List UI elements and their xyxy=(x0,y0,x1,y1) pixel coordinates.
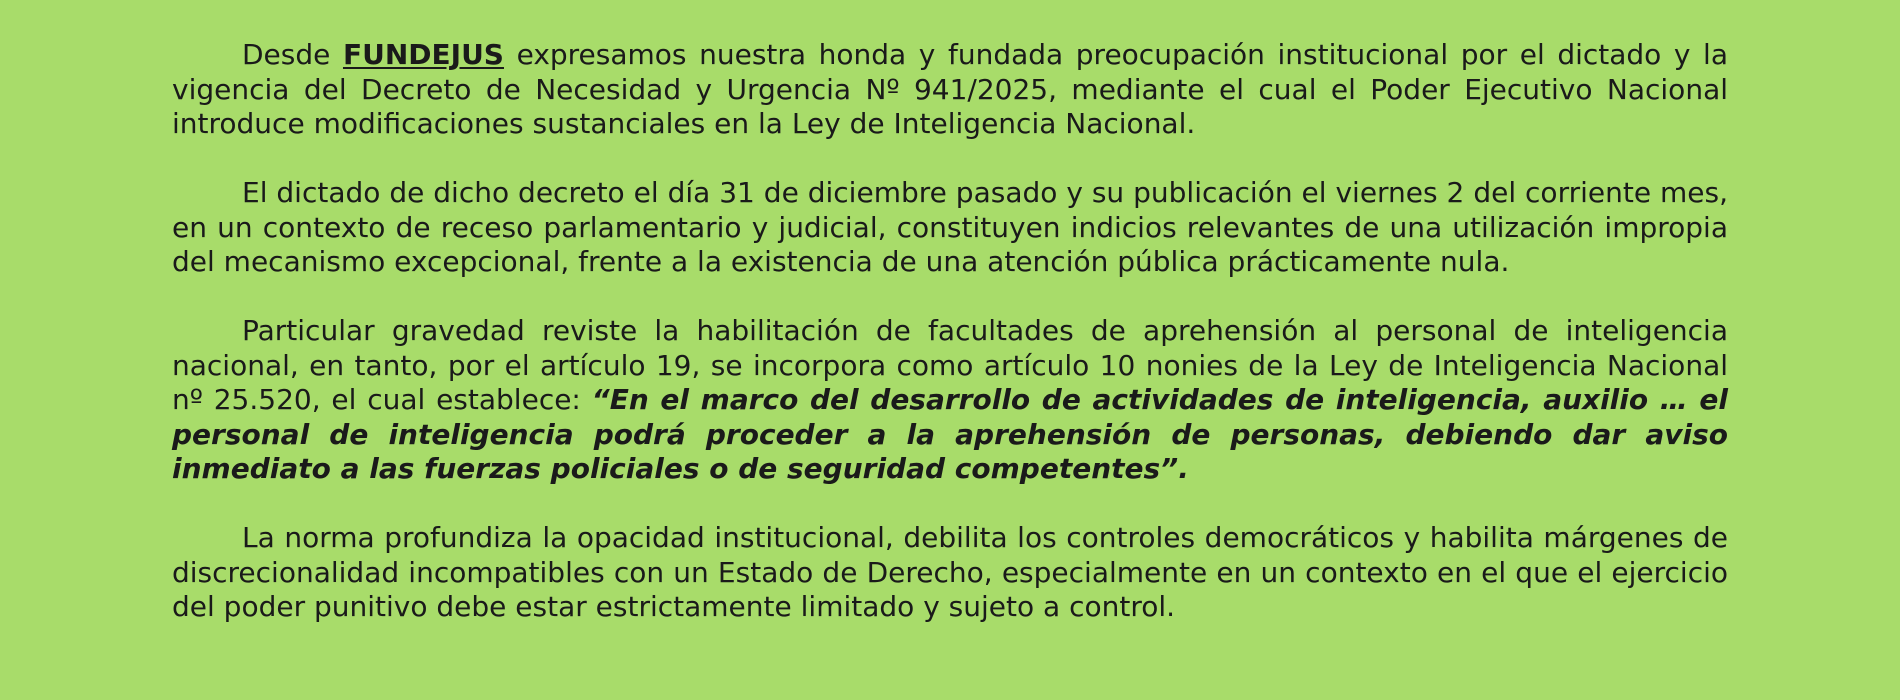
paragraph-1-text: expresamos nuestra honda y fundada preocupación institucional por el dictado y la vigencia del Decreto de Necesidad y Urgencia Nº 941/2025, mediante el cual el Poder Ejecutivo Nacional introduce modificaciones sustanciales en la Ley de Inteligencia Nacional. xyxy=(172,38,1728,140)
statement-document xyxy=(172,38,1728,659)
decree-quote: “En el marco del desarrollo de actividades de inteligencia, auxilio … el personal de inteligencia podrá proceder a la aprehensión de personas, debiendo dar aviso inmediato a las fuerzas policiales o de seguridad competentes”. xyxy=(172,383,1728,485)
paragraph-3 xyxy=(172,314,1728,487)
paragraph-4 xyxy=(172,521,1728,625)
paragraph-4-text: La norma profundiza la opacidad institucional, debilita los controles democráticos y habilita márgenes de discrecionalidad incompatibles con un Estado de Derecho, especialmente en un contexto en el que el ejercicio del poder punitivo debe estar estrictamente limitado y sujeto a control. xyxy=(172,521,1728,623)
paragraph-1-lead: Desde xyxy=(242,38,343,71)
paragraph-3-text: Particular gravedad reviste la habilitación de facultades de aprehensión al personal de inteligencia nacional, en tanto, por el artículo 19, se incorpora como artículo 10 nonies de la Ley de Inteligencia Nacional nº 25.520, el cual establece: xyxy=(172,314,1728,416)
paragraph-2 xyxy=(172,176,1728,280)
paragraph-1 xyxy=(172,38,1728,142)
fundejus-name: FUNDEJUS xyxy=(342,38,504,71)
paragraph-2-text: El dictado de dicho decreto el día 31 de diciembre pasado y su publicación el viernes 2 del corriente mes, en un contexto de receso parlamentario y judicial, constituyen indicios relevantes de una utilización impropia del mecanismo excepcional, frente a la existencia de una atención pública prácticamente nula. xyxy=(172,176,1728,278)
